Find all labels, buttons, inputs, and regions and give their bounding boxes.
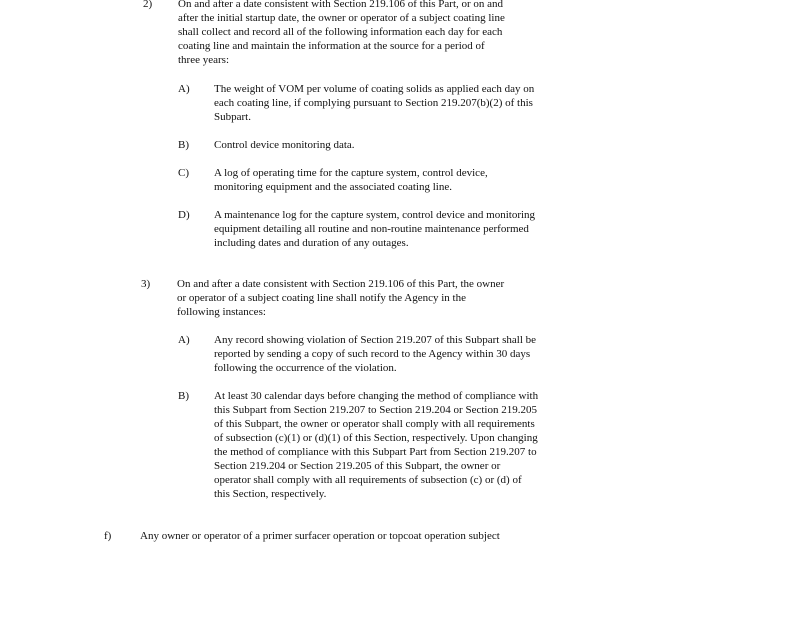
item-text-3b: At least 30 calendar days before changing the method of compliance with this Subpart from Section 219.207 to Section 219.204 or Section 219.205 of this Subpart, the owner or operator shall comply with all requirements of subsection (c)(1) or (d)(1) of this Section, respectively. Upon changing the method of compliance with this Subpart Part from Section 219.207 to Section 219.204 or Section 219.205 of this Subpart, the owner or operator shall comply with all requirements of subsection (c) or (d) of this Section, respectively. (214, 390, 539, 500)
item-text-3: On and after a date consistent with Section 219.106 of this Part, the owner or operator of a subject coating line shall notify the Agency in the following instances: (177, 278, 505, 318)
item-label-3: 3) (141, 278, 151, 290)
item-text-2b: Control device monitoring data. (214, 139, 355, 151)
item-label-2c: C) (178, 167, 189, 179)
item-text-2: On and after a date consistent with Section 219.106 of this Part, or on and after the initial startup date, the owner or operator of a subject coating line shall collect and record all of the following information each day for each coating line and maintain the information at the source for a period of three years: (178, 0, 505, 66)
item-text-f: Any owner or operator of a primer surfacer operation or topcoat operation subject (140, 530, 500, 542)
item-text-2a: The weight of VOM per volume of coating solids as applied each day on each coating line, if complying pursuant to Section 219.207(b)(2) of this Subpart. (214, 83, 535, 123)
item-text-2c: A log of operating time for the capture system, control device, monitoring equipment and the associated coating line. (214, 167, 488, 193)
item-label-3a: A) (178, 334, 190, 346)
item-label-2d: D) (178, 209, 190, 221)
item-label-2b: B) (178, 139, 189, 151)
item-label-2: 2) (143, 0, 153, 10)
item-text-2d: A maintenance log for the capture system, control device and monitoring equipment detailing all routine and non-routine maintenance performed including dates and duration of any outages. (214, 209, 536, 249)
item-label-3b: B) (178, 390, 189, 402)
item-text-3a: Any record showing violation of Section 219.207 of this Subpart shall be reported by sending a copy of such record to the Agency within 30 days following the occurrence of the violation. (214, 334, 537, 374)
item-label-2a: A) (178, 83, 190, 95)
item-label-f: f) (104, 530, 112, 542)
